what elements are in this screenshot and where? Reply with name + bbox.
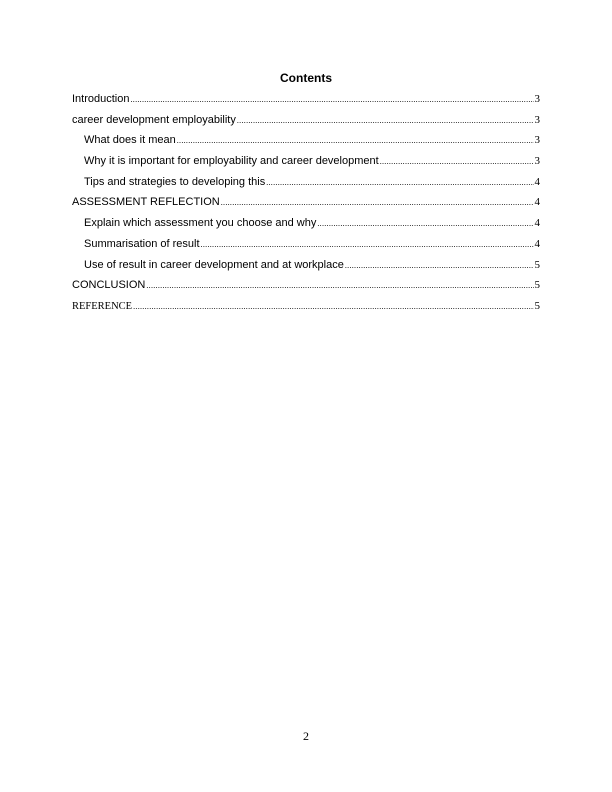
toc-dot-leader	[146, 279, 533, 293]
page-number: 2	[303, 729, 309, 743]
toc-dot-leader	[177, 134, 534, 148]
toc-dot-leader	[237, 114, 534, 128]
toc-entry-tips-and-strategies[interactable]	[72, 175, 540, 196]
toc-entry-page: 5	[534, 299, 540, 312]
toc-entry-page: 4	[534, 237, 540, 250]
toc-entry-page: 4	[534, 217, 540, 230]
toc-entry-page: 4	[534, 196, 540, 209]
toc-dot-leader	[380, 155, 534, 169]
toc-entry-page: 5	[534, 279, 540, 292]
toc-entry-label: Why it is important for employability and career development	[84, 155, 379, 168]
toc-entry-label: Tips and strategies to developing this	[84, 175, 266, 188]
toc-dot-leader	[133, 300, 533, 314]
toc-entry-label: Summarisation of result	[84, 237, 200, 250]
toc-entry-label: ASSESSMENT REFLECTION	[72, 196, 220, 209]
toc-entry-reference[interactable]	[72, 299, 540, 320]
toc-entry-introduction[interactable]	[72, 92, 540, 113]
toc-entry-page: 3	[534, 134, 540, 147]
toc-entry-explain-assessment[interactable]	[72, 216, 540, 237]
toc-dot-leader	[130, 93, 533, 107]
toc-entry-career-development-employability[interactable]	[72, 113, 540, 134]
toc-entry-label: career development employability	[72, 113, 236, 126]
table-of-contents	[72, 92, 540, 320]
toc-entry-use-of-result[interactable]	[72, 258, 540, 279]
toc-entry-page: 3	[534, 155, 540, 168]
toc-dot-leader	[201, 238, 534, 252]
toc-entry-page: 5	[534, 258, 540, 271]
toc-entry-summarisation-of-result[interactable]	[72, 237, 540, 258]
toc-entry-label: CONCLUSION	[72, 279, 146, 292]
toc-entry-conclusion[interactable]	[72, 278, 540, 299]
toc-entry-why-important[interactable]	[72, 154, 540, 175]
toc-entry-label: Use of result in career development and at workplace	[84, 258, 344, 271]
toc-entry-assessment-reflection[interactable]	[72, 195, 540, 216]
toc-entry-page: 3	[534, 113, 540, 126]
page-title: Contents	[280, 71, 332, 85]
toc-entry-label: REFERENCE	[72, 300, 133, 312]
toc-dot-leader	[266, 176, 533, 190]
toc-entry-label: Explain which assessment you choose and why	[84, 217, 317, 230]
toc-entry-page: 4	[534, 175, 540, 188]
toc-entry-label: What does it mean	[84, 134, 176, 147]
toc-dot-leader	[221, 196, 534, 210]
toc-entry-what-does-it-mean[interactable]	[72, 133, 540, 154]
toc-entry-page: 3	[534, 93, 540, 105]
toc-dot-leader	[317, 217, 533, 231]
toc-entry-label: Introduction	[72, 93, 130, 105]
toc-dot-leader	[345, 259, 534, 273]
